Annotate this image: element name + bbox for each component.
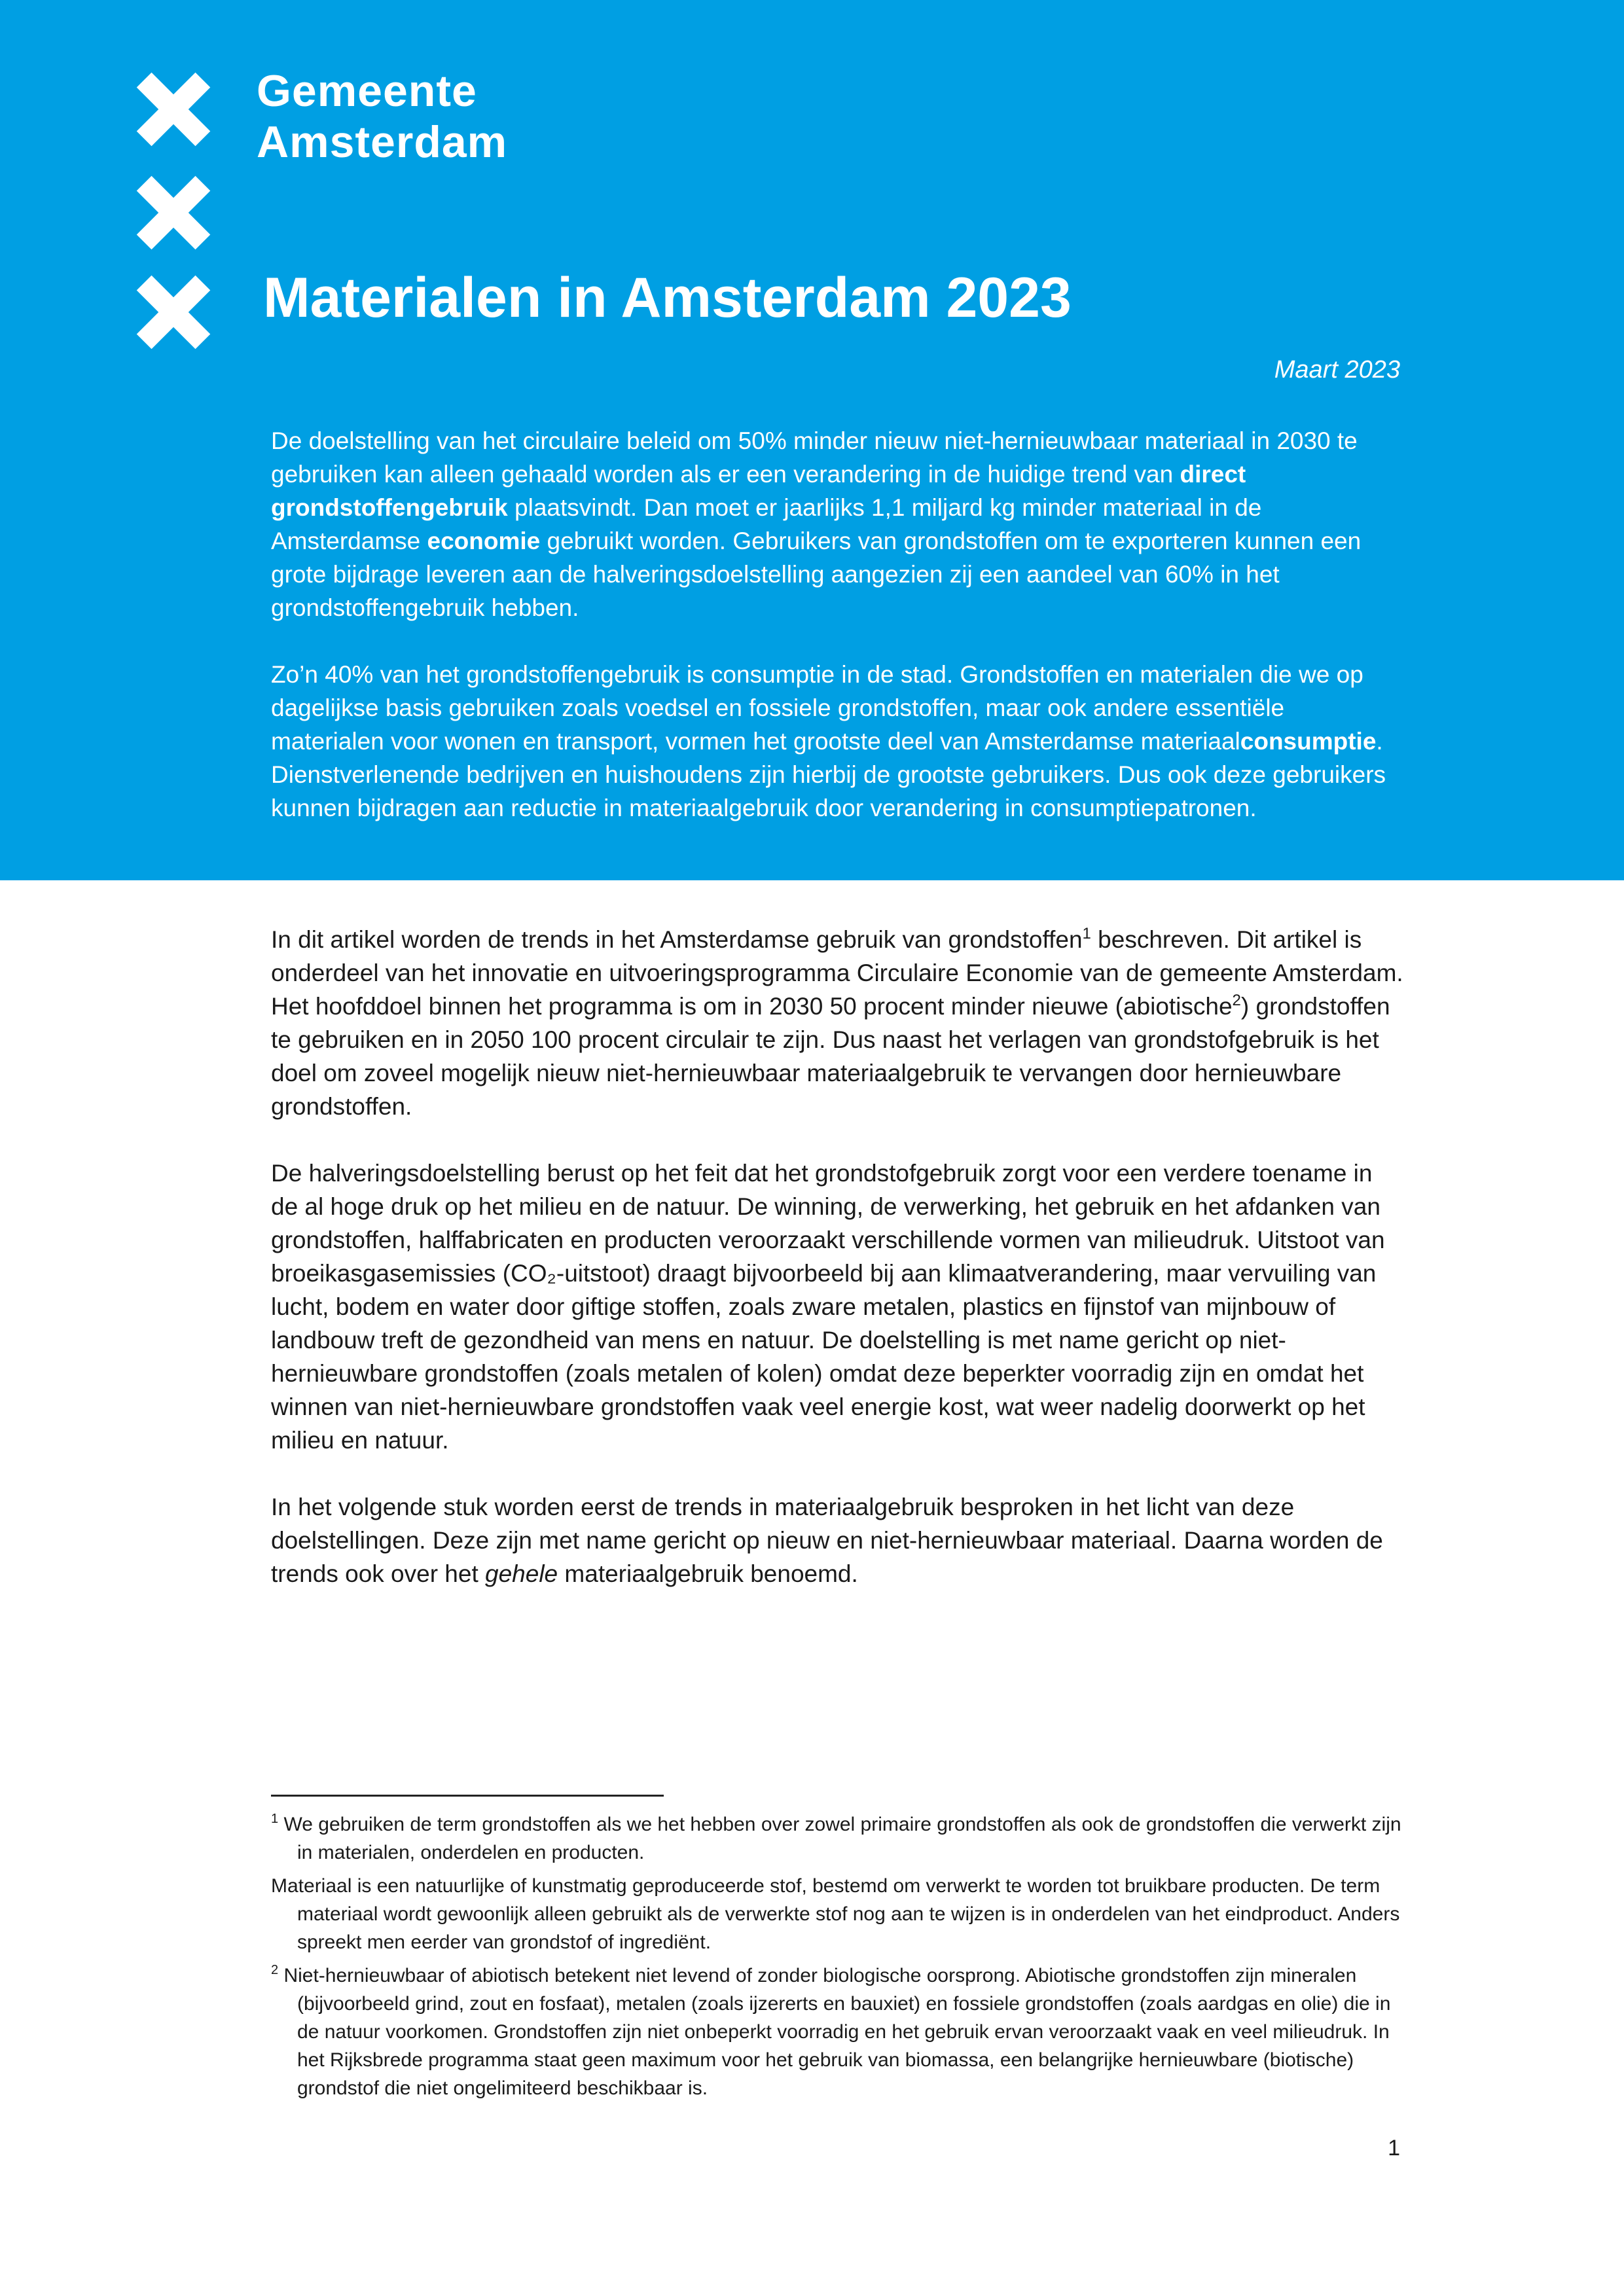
amsterdam-x-icon (130, 65, 217, 153)
body-text: In dit artikel worden de trends in het Amsterdamse gebruik van grondstoffen (271, 926, 1083, 953)
document-title: Materialen in Amsterdam 2023 (263, 266, 1072, 329)
org-line-1: Gemeente (257, 66, 477, 116)
body-text: materiaalgebruik benoemd. (558, 1560, 858, 1587)
page-number: 1 (1388, 2136, 1400, 2161)
footnote-ref[interactable]: 1 (1082, 925, 1091, 942)
header-banner (0, 0, 1624, 880)
intro-paragraph-1 (271, 424, 1397, 624)
footnote-number: 2 (271, 1963, 279, 1977)
footnote-text: Niet-hernieuwbaar of abiotisch betekent niet levend of zonder biologische oorsprong. Abiotische grondstoffen zijn mineralen (bijvoorbeeld grind, zout en fosfaat), metalen (zoals ijzererts en bauxiet) en fossiele grondstoffen (zoals aardgas en olie) die in de natuur voorkomen. Grondstoffen zijn niet onbeperkt voorradig en het gebruik ervan veroorzaakt vaak en veel milieudruk. In het Rijksbrede programma staat geen maximum voor het gebruik van biomassa, een belangrijke hernieuwbare (biotische) grondstof die niet ongelimiteerd beschikbaar is. (278, 1965, 1391, 2099)
intro-bold-term: consumptie (1240, 728, 1377, 755)
intro-bold-term: direct grondstoffengebruik (271, 461, 1246, 521)
body-italic-term: gehele (485, 1560, 558, 1587)
footnote-text: We gebruiken de term grondstoffen als we het hebben over zowel primaire grondstoffen als ook de grondstoffen die verwerkt zijn in materialen, onderdelen en producten. (278, 1814, 1401, 1863)
intro-text: De doelstelling van het circulaire beleid om 50% minder nieuw niet-hernieuwbaar materiaal in 2030 te gebruiken kan alleen gehaald worden als er een verandering in de huidige trend van (271, 427, 1358, 488)
body-text: ) grondstoffen te gebruiken en in 2050 100 procent circulair te zijn. Dus naast het verlagen van grondstofgebruik is het doel om zoveel mogelijk nieuw niet-hernieuwbaar materiaalgebruik te vervangen door hernieuwbare grondstoffen. (271, 993, 1390, 1120)
footnote-number: 1 (271, 1812, 279, 1826)
body-text: In het volgende stuk worden eerst de trends in materiaalgebruik besproken in het licht van deze doelstellingen. Deze zijn met name gericht op nieuw en niet-hernieuwbaar materiaal. Daarna worden de trends ook over het (271, 1494, 1383, 1587)
intro-text: plaatsvindt. Dan moet er jaarlijks 1,1 miljard kg minder materiaal in de Amsterdamse (271, 494, 1262, 554)
body-paragraph-3 (271, 1490, 1403, 1590)
intro-text: . Dienstverlenende bedrijven en huishoudens zijn hierbij de grootste gebruikers. Dus ook deze gebruikers kunnen bijdragen aan reductie in materiaalgebruik door verandering in consumptiepatronen. (271, 728, 1386, 821)
footnote-1 (271, 1810, 1403, 1867)
intro-section (271, 424, 1397, 858)
intro-bold-term: economie (427, 528, 541, 554)
footnote-ref[interactable]: 2 (1232, 992, 1241, 1009)
article-body (271, 923, 1403, 1624)
body-paragraph-1 (271, 923, 1403, 1123)
body-text: beschreven. Dit artikel is onderdeel van het innovatie en uitvoeringsprogramma Circulaire Economie van de gemeente Amsterdam. Het hoofddoel binnen het programma is om in 2030 50 procent minder nieuwe (abiotische (271, 926, 1403, 1020)
org-line-2: Amsterdam (257, 117, 508, 167)
footnotes (271, 1810, 1403, 2108)
body-paragraph-2: De halveringsdoelstelling berust op het feit dat het grondstofgebruik zorgt voor een verdere toename in de al hoge druk op het milieu en de natuur. De winning, de verwerking, het gebruik en het afdanken van grondstoffen, halffabricaten en producten veroorzaakt verschillende vormen van milieudruk. Uitstoot van broeikasgasemissies (CO₂-uitstoot) draagt bijvoorbeeld bij aan klimaatverandering, maar vervuiling van lucht, bodem en water door giftige stoffen, zoals zware metalen, plastics en fijnstof van mijnbouw of landbouw treft de gezondheid van mens en natuur. De doelstelling is met name gericht op niet-hernieuwbare grondstoffen (zoals metalen of kolen) omdat deze beperkter voorradig zijn en omdat het winnen van niet-hernieuwbare grondstoffen vaak veel energie kost, wat weer nadelig doorwerkt op het milieu en natuur. (271, 1160, 1385, 1454)
intro-paragraph-2 (271, 658, 1397, 825)
footnote-divider (271, 1795, 664, 1797)
intro-text: Zo’n 40% van het grondstoffengebruik is consumptie in de stad. Grondstoffen en materialen die we op dagelijkse basis gebruiken zoals voedsel en fossiele grondstoffen, maar ook andere essentiële materialen voor wonen en transport, vormen het grootste deel van Amsterdamse materiaal (271, 661, 1363, 755)
intro-text: gebruikt worden. Gebruikers van grondstoffen om te exporteren kunnen een grote bijdrage leveren aan de halveringsdoelstelling aangezien zij een aandeel van 60% in het grondstoffengebruik hebben. (271, 528, 1362, 621)
amsterdam-x-icon (130, 169, 217, 257)
footnote-1-continued: Materiaal is een natuurlijke of kunstmatig geproduceerde stof, bestemd om verwerkt te worden tot bruikbare producten. De term materiaal wordt gewoonlijk alleen gebruikt als de verwerkte stof nog aan te wijzen is in onderdelen van het eindproduct. Anders spreekt men eerder van grondstof of ingrediënt. (271, 1875, 1400, 1953)
document-date: Maart 2023 (1274, 356, 1400, 384)
footnote-2 (271, 1962, 1403, 2102)
organization-name (257, 65, 507, 168)
amsterdam-x-icon (130, 268, 217, 356)
